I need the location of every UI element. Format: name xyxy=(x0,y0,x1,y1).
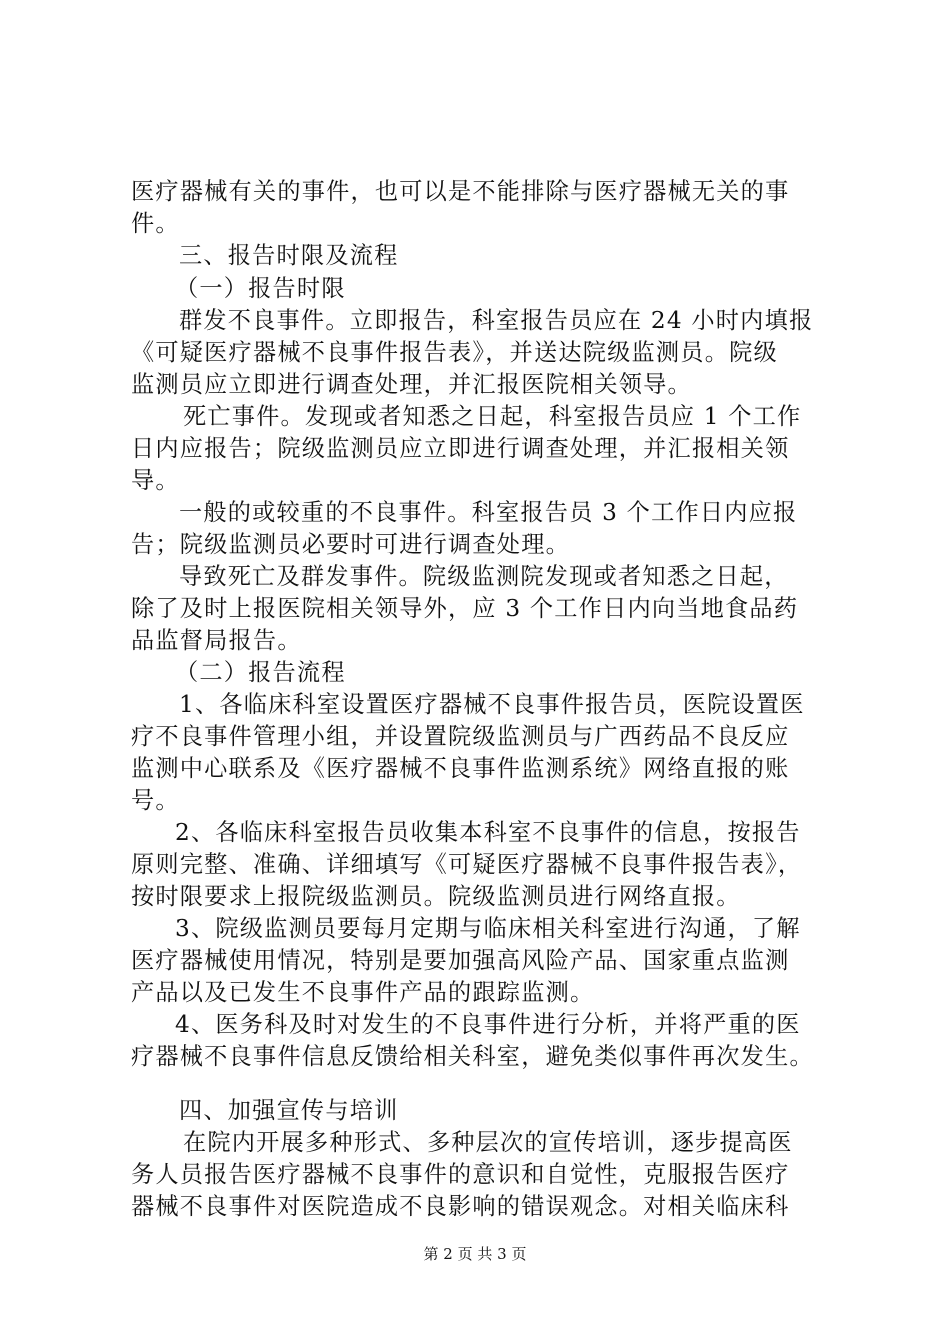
body-line: 除了及时上报医院相关领导外，应 3 个工作日内向当地食品药 xyxy=(131,595,799,622)
body-line: 2、各临床科室报告员收集本科室不良事件的信息，按报告 xyxy=(175,819,801,846)
body-line: 号。 xyxy=(131,787,180,814)
body-line: 监测中心联系及《医疗器械不良事件监测系统》网络直报的账 xyxy=(131,755,790,782)
body-line: 疗器械不良事件信息反馈给相关科室，避免类似事件再次发生。 xyxy=(131,1043,814,1070)
body-line: 件。 xyxy=(131,210,180,237)
subsection-heading: （二）报告流程 xyxy=(175,659,346,686)
body-line: 4、医务科及时对发生的不良事件进行分析，并将严重的医 xyxy=(175,1011,801,1038)
body-line: 原则完整、准确、详细填写《可疑医疗器械不良事件报告表》， xyxy=(131,851,803,878)
body-line: 在院内开展多种形式、多种层次的宣传培训，逐步提高医 xyxy=(183,1129,793,1156)
body-line: 品监督局报告。 xyxy=(131,627,302,654)
body-line: 务人员报告医疗器械不良事件的意识和自觉性，克服报告医疗 xyxy=(131,1161,790,1188)
section-heading: 四、加强宣传与培训 xyxy=(179,1097,399,1124)
body-line: 《可疑医疗器械不良事件报告表》，并送达院级监测员。院级 xyxy=(131,339,778,366)
section-heading: 三、报告时限及流程 xyxy=(179,242,399,269)
page-footer: 第 2 页 共 3 页 xyxy=(423,1245,527,1263)
body-line: 死亡事件。发现或者知悉之日起，科室报告员应 1 个工作 xyxy=(183,403,802,430)
subsection-heading: （一）报告时限 xyxy=(175,275,346,302)
body-line: 监测员应立即进行调查处理，并汇报医院相关领导。 xyxy=(131,371,692,398)
body-line: 告；院级监测员必要时可进行调查处理。 xyxy=(131,531,570,558)
body-line: 导致死亡及群发事件。院级监测院发现或者知悉之日起， xyxy=(179,563,789,590)
body-line: 3、院级监测员要每月定期与临床相关科室进行沟通，了解 xyxy=(175,915,801,942)
body-line: 按时限要求上报院级监测员。院级监测员进行网络直报。 xyxy=(131,883,741,910)
body-line: 产品以及已发生不良事件产品的跟踪监测。 xyxy=(131,979,595,1006)
body-line: 导。 xyxy=(131,467,180,494)
body-line: 群发不良事件。立即报告，科室报告员应在 24 小时内填报 xyxy=(179,307,814,334)
body-line: 器械不良事件对医院造成不良影响的错误观念。对相关临床科 xyxy=(131,1193,790,1220)
body-line: 疗不良事件管理小组，并设置院级监测员与广西药品不良反应 xyxy=(131,723,790,750)
body-line: 医疗器械有关的事件，也可以是不能排除与医疗器械无关的事 xyxy=(131,178,790,205)
body-line: 日内应报告；院级监测员应立即进行调查处理，并汇报相关领 xyxy=(131,435,790,462)
body-line: 医疗器械使用情况，特别是要加强高风险产品、国家重点监测 xyxy=(131,947,790,974)
body-line: 一般的或较重的不良事件。科室报告员 3 个工作日内应报 xyxy=(179,499,798,526)
body-line: 1、各临床科室设置医疗器械不良事件报告员，医院设置医 xyxy=(179,691,805,718)
